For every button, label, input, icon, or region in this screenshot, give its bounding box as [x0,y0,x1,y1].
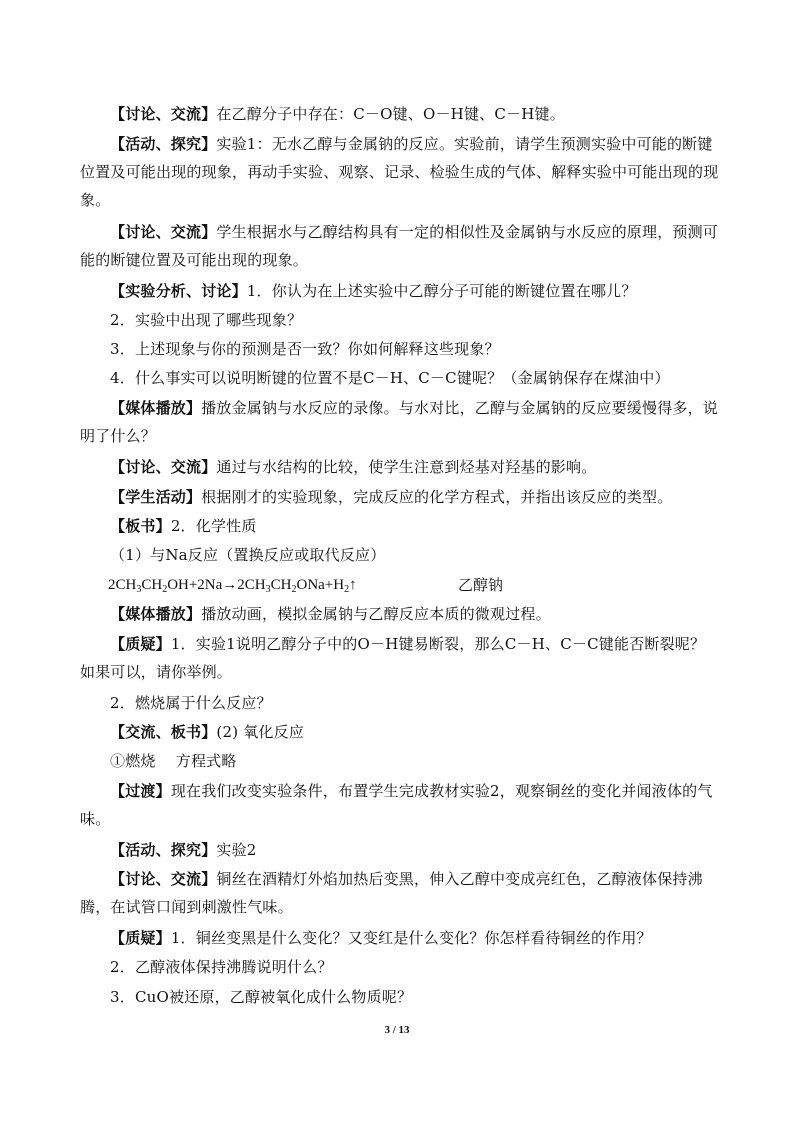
paragraph-text: 在乙醇分子中存在：C－O键、O－H键、C－H键。 [216,105,565,123]
paragraph-question-2 [80,924,720,952]
paragraph-discussion-2 [80,218,720,274]
paragraph-text: 2．乙醇液体保持沸腾说明什么？ [110,958,333,976]
paragraph-text: 实验1：无水乙醇与金属钠的反应。实验前，请学生预测实验中可能的断键位置及可能出现的现象，再动手实验、观察、记录、检验生成的气体、解释实验中可能出现的现象。 [80,135,719,209]
section-label: 【讨论、交流】 [110,870,217,888]
paragraph-text: 2．实验中出现了哪些现象？ [110,311,303,329]
section-label: 【活动、探究】 [110,135,217,153]
paragraph-media-2 [80,600,720,628]
question-cuo [80,983,720,1011]
section-label: 【实验分析、讨论】 [110,282,247,300]
question-combustion [80,689,720,717]
section-label: 【媒体播放】 [110,605,202,623]
paragraph-text: （1）与Na反应（置换反应或取代反应） [110,546,386,564]
paragraph-board-2 [80,718,720,746]
paragraph-board-1 [80,512,720,540]
section-label: 【讨论、交流】 [110,105,217,123]
paragraph-analysis [80,277,720,305]
paragraph-text: 3．上述现象与你的预测是否一致？你如何解释这些现象？ [110,340,500,358]
combustion-item [80,747,720,775]
paragraph-text: 播放动画，模拟金属钠与乙醇反应本质的微观过程。 [201,605,551,623]
paragraph-text: 4．什么事实可以说明断键的位置不是C－H、C－C键呢？（金属钠保存在煤油中） [110,369,670,387]
paragraph-text: ①燃烧 方程式略 [110,752,237,770]
paragraph-transition [80,777,720,833]
paragraph-text: 学生根据水与乙醇结构具有一定的相似性及金属钠与水反应的原理，预测可能的断键位置及可能出现的现象。 [80,223,719,269]
page-number: 3 / 13 [384,1024,410,1036]
paragraph-student-activity [80,483,720,511]
paragraph-text: 实验2 [216,841,257,859]
paragraph-activity-1 [80,130,720,214]
paragraph-discussion-1 [80,100,720,128]
section-label: 【过渡】 [110,782,171,800]
section-label: 【学生活动】 [110,488,202,506]
paragraph-text: 1．铜丝变黑是什么变化？又变红是什么变化？你怎样看待铜丝的作用？ [170,929,652,947]
section-label: 【活动、探究】 [110,841,217,859]
paragraph-text: 根据刚才的实验现象，完成反应的化学方程式，并指出该反应的类型。 [201,488,673,506]
question-3 [80,335,720,363]
equation-formula: $2CH_3CH_2OH+2Na\to 2CH_3CH_2ONa+H_2↑$ [108,577,357,595]
paragraph-text: 3．CuO被还原，乙醇被氧化成什么物质呢？ [110,988,413,1006]
section-label: 【质疑】 [110,635,171,653]
section-label: 【讨论、交流】 [110,223,217,241]
section-label: 【板书】 [110,517,171,535]
paragraph-text: 2．燃烧属于什么反应？ [110,694,272,712]
paragraph-text: 2．化学性质 [170,517,257,535]
paragraph-text: 通过与水结构的比较，使学生注意到烃基对羟基的影响。 [216,458,597,476]
subheading-na-reaction [80,541,720,569]
paragraph-discussion-3 [80,453,720,481]
paragraph-text: 1．实验1说明乙醇分子中的O－H键易断裂，那么C－H、C－C键能否断裂呢？如果可以，请你举例。 [80,635,706,681]
question-2 [80,306,720,334]
paragraph-text: 1．你认为在上述实验中乙醇分子可能的断键位置在哪儿？ [246,282,637,300]
section-label: 【媒体播放】 [110,399,202,417]
section-label: 【讨论、交流】 [110,458,217,476]
paragraph-text: (2) 氧化反应 [216,723,305,741]
paragraph-text: 铜丝在酒精灯外焰加热后变黑，伸入乙醇中变成亮红色，乙醇液体保持沸腾，在试管口闻到刺激性气味。 [80,870,703,916]
question-4 [80,364,720,392]
section-label: 【质疑】 [110,929,171,947]
section-label: 【交流、板书】 [110,723,217,741]
paragraph-activity-2 [80,836,720,864]
paragraph-question-1 [80,630,720,686]
paragraph-media-1 [80,394,720,450]
paragraph-text: 现在我们改变实验条件，布置学生完成教材实验2，观察铜丝的变化并闻液体的气味。 [80,782,713,828]
product-name: 乙醇钠 [458,576,504,594]
paragraph-discussion-4 [80,865,720,921]
paragraph-text: 播放金属钠与水反应的录像。与水对比，乙醇与金属钠的反应要缓慢得多，说明了什么？ [80,399,719,445]
question-boiling [80,953,720,981]
